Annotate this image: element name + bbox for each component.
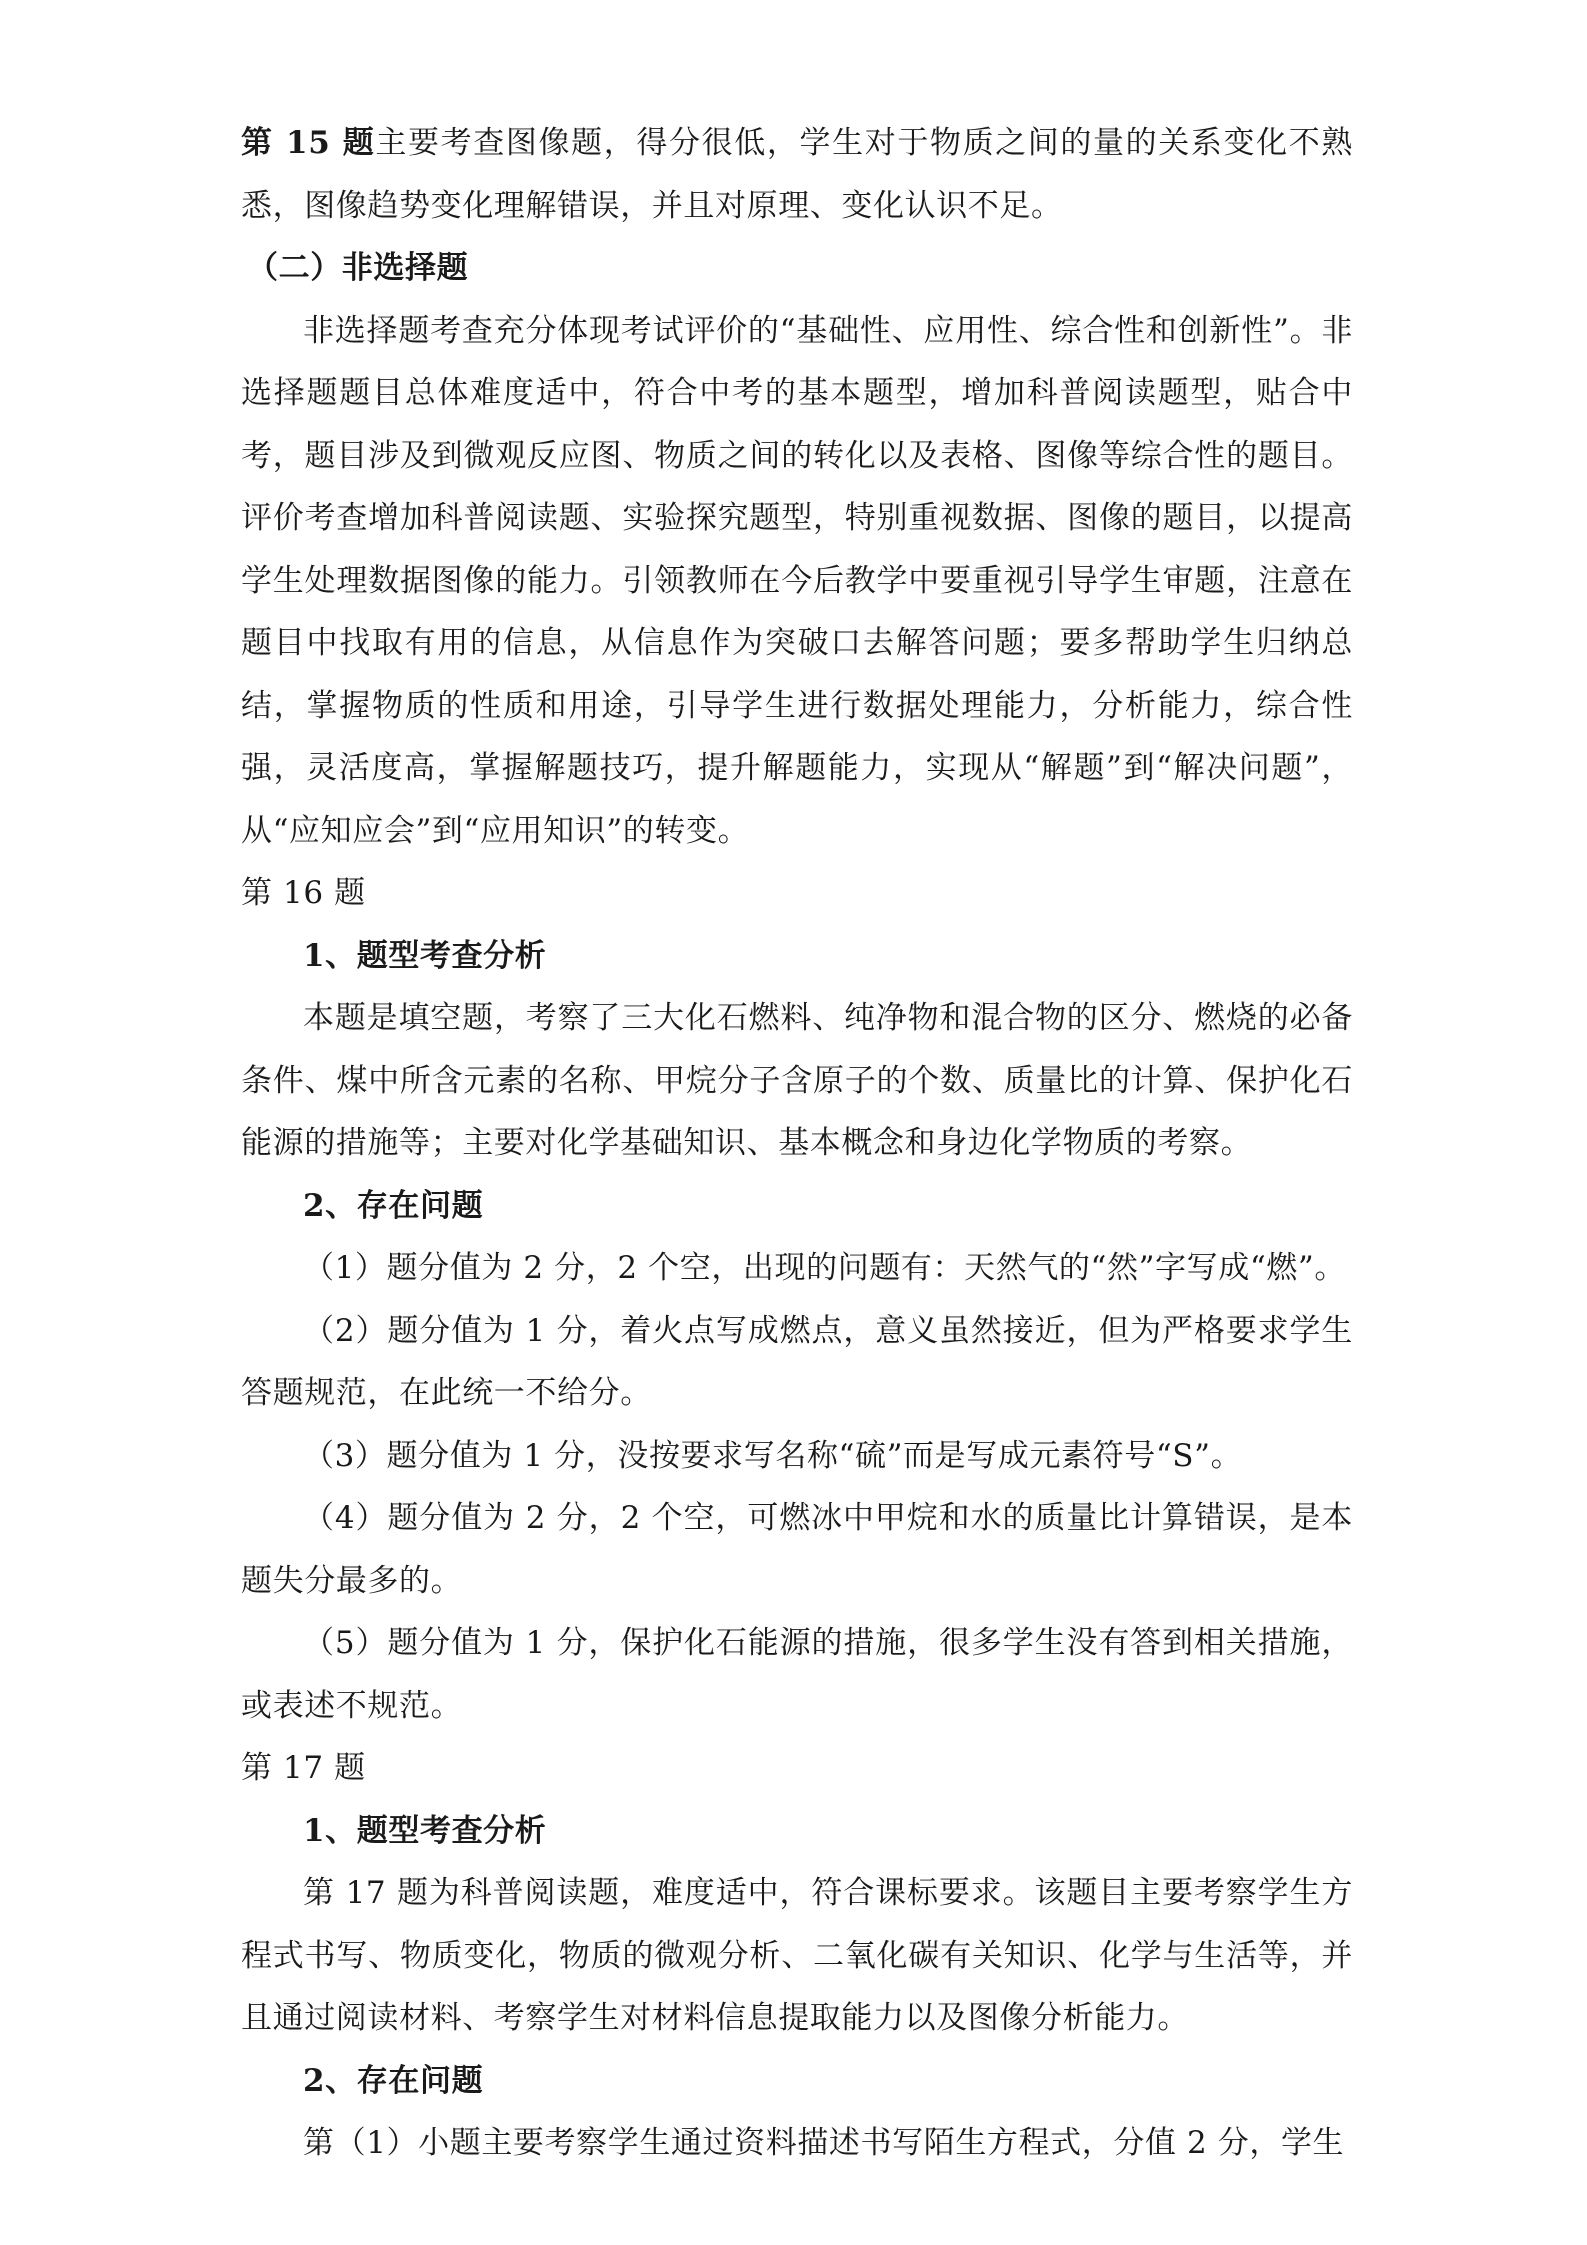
q16-analysis-paragraph: 本题是填空题，考察了三大化石燃料、纯净物和混合物的区分、燃烧的必备条件、煤中所含元素的名称、甲烷分子含原子的个数、质量比的计算、保护化石能源的措施等；主要对化学基础知识、基本概念和身边化学物质的考察。 — [241, 1000, 1353, 1161]
q16-problem-list — [241, 1237, 1353, 1737]
q16-heading: 第 16 题 — [241, 875, 366, 911]
q16-problem-item: （4）题分值为 2 分，2 个空，可燃冰中甲烷和水的质量比计算错误，是本题失分最多的。 — [241, 1500, 1353, 1599]
q17-analysis-heading: 1、题型考查分析 — [303, 1812, 547, 1849]
q15-lead: 第 15 题 — [241, 125, 376, 161]
section-nonchoice-heading: （二）非选择题 — [247, 250, 469, 286]
q16-problems-heading: 2、存在问题 — [303, 1187, 484, 1224]
q15-text: 主要考查图像题，得分很低，学生对于物质之间的量的关系变化不熟悉，图像趋势变化理解错误，并且对原理、变化认识不足。 — [241, 125, 1353, 224]
q16-analysis-heading: 1、题型考查分析 — [303, 937, 547, 974]
q16-problem-item: （5）题分值为 1 分，保护化石能源的措施，很多学生没有答到相关措施，或表述不规范。 — [241, 1625, 1353, 1724]
section-nonchoice-paragraph: 非选择题考查充分体现考试评价的“基础性、应用性、综合性和创新性”。非选择题题目总体难度适中，符合中考的基本题型，增加科普阅读题型，贴合中考，题目涉及到微观反应图、物质之间的转化以及表格、图像等综合性的题目。评价考查增加科普阅读题、实验探究题型，特别重视数据、图像的题目，以提高学生处理数据图像的能力。引领教师在今后教学中要重视引导学生审题，注意在题目中找取有用的信息，从信息作为突破口去解答问题；要多帮助学生归纳总结，掌握物质的性质和用途，引导学生进行数据处理能力，分析能力，综合性强，灵活度高，掌握解题技巧，提升解题能力，实现从“解题”到“解决问题”，从“应知应会”到“应用知识”的转变。 — [241, 312, 1353, 849]
q17-heading: 第 17 题 — [241, 1750, 366, 1786]
q15-paragraph — [241, 112, 1353, 237]
q17-analysis-paragraph: 第 17 题为科普阅读题，难度适中，符合课标要求。该题目主要考察学生方程式书写、物质变化，物质的微观分析、二氧化碳有关知识、化学与生活等，并且通过阅读材料、考察学生对材料信息提取能力以及图像分析能力。 — [241, 1875, 1353, 2036]
q17-first-problem: 第（1）小题主要考察学生通过资料描述书写陌生方程式，分值 2 分，学生 — [303, 2125, 1345, 2161]
q16-problem-item: （3）题分值为 1 分，没按要求写名称“硫”而是写成元素符号“S”。 — [303, 1437, 1243, 1474]
q17-problems-heading: 2、存在问题 — [303, 2062, 484, 2099]
q16-problem-item: （2）题分值为 1 分，着火点写成燃点，意义虽然接近，但为严格要求学生答题规范，在此统一不给分。 — [241, 1312, 1353, 1411]
document-page — [241, 112, 1353, 2175]
q16-problem-item: （1）题分值为 2 分，2 个空，出现的问题有：天然气的“然”字写成“燃”。 — [303, 1250, 1346, 1286]
